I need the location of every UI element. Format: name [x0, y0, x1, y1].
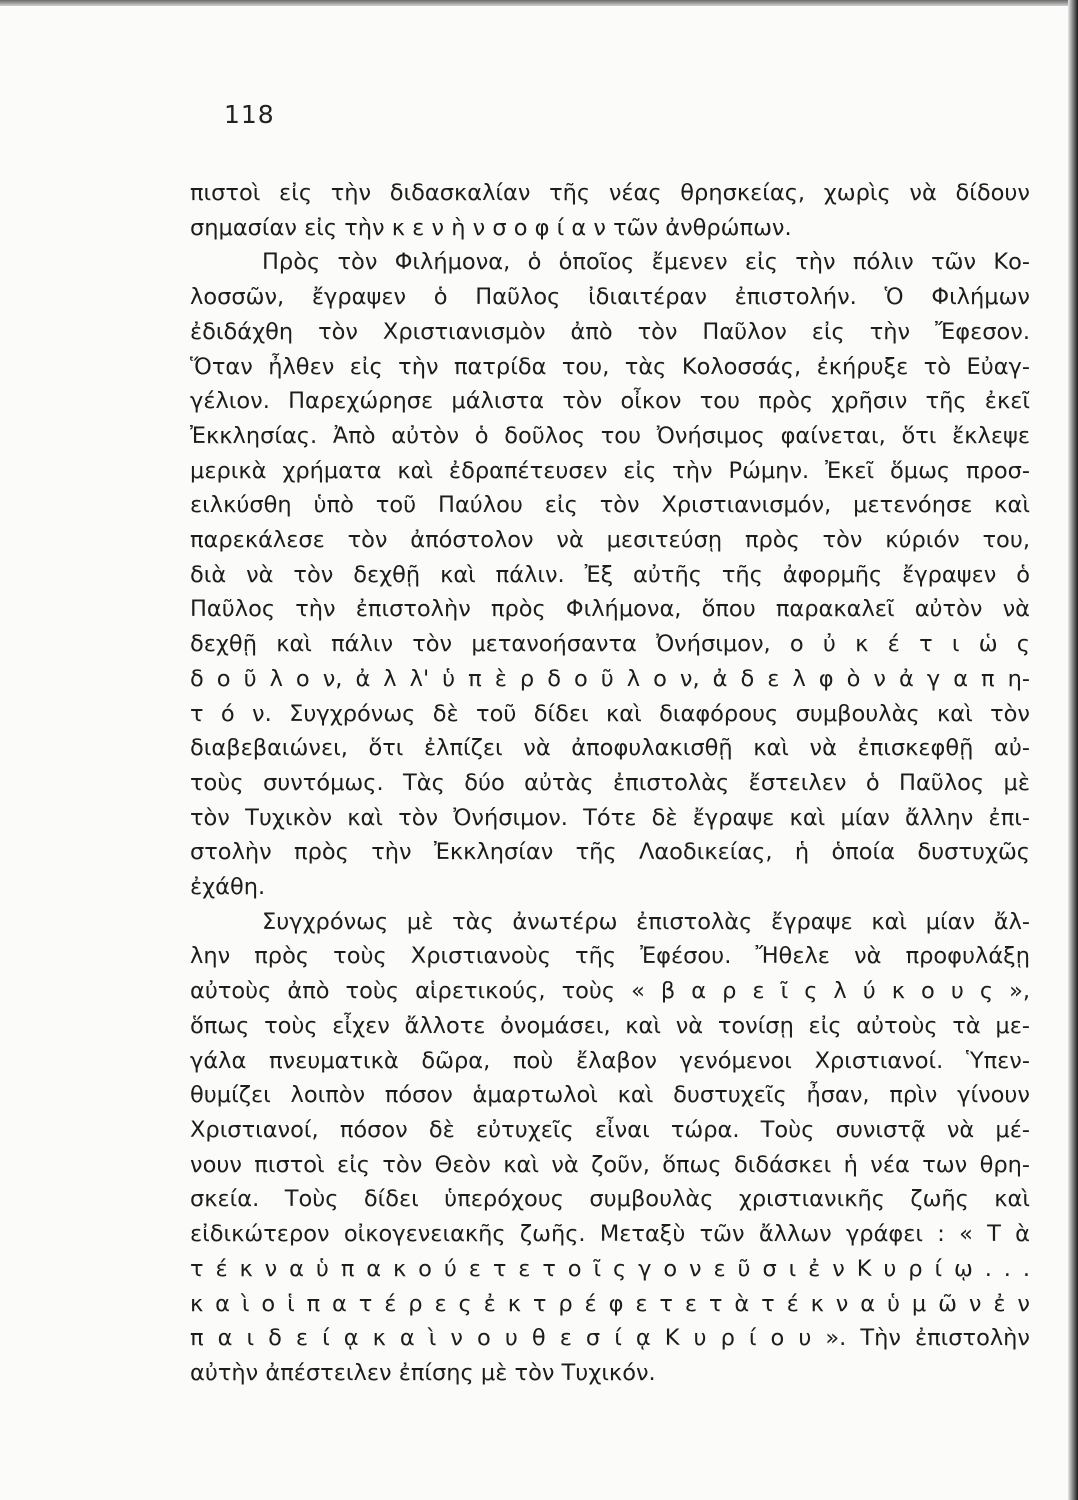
text-line: στολὴν πρὸς τὴν Ἐκκλησίαν τῆς Λαοδικείας, ἡ ὁποία δυστυχῶς: [190, 839, 1030, 866]
paragraph: [190, 905, 1030, 1391]
text-line: νουν πιστοὶ εἰς τὸν Θεὸν καὶ νὰ ζοῦν, ὅπως διδάσκει ἡ νέα των θρη-: [190, 1151, 1030, 1178]
text-line: Χριστιανοί, πόσον δὲ εὐτυχεῖς εἶναι τώρα. Τοὺς συνιστᾷ νὰ μέ-: [190, 1116, 1030, 1143]
text-line: Πρὸς τὸν Φιλήμονα, ὁ ὁποῖος ἔμενεν εἰς τὴν πόλιν τῶν Κο-: [262, 249, 1030, 276]
text-line: Ἐκκλησίας. Ἀπὸ αὐτὸν ὁ δοῦλος του Ὀνήσιμος φαίνεται, ὅτι ἔκλεψε: [190, 422, 1030, 449]
paragraph: [190, 245, 1030, 904]
text-line: σημασίαν εἰς τὴν κ ε ν ὴ ν σ ο φ ί α ν τῶν ἀνθρώπων.: [190, 214, 792, 241]
text-line: ὅπως τοὺς εἶχεν ἄλλοτε ὀνομάσει, καὶ νὰ τονίσῃ εἰς αὐτοὺς τὰ με-: [190, 1012, 1030, 1039]
text-line: παρεκάλεσε τὸν ἀπόστολον νὰ μεσιτεύσῃ πρὸς τὸν κύριόν του,: [190, 527, 1030, 554]
text-line: μερικὰ χρήματα καὶ ἐδραπέτευσεν εἰς τὴν Ρώμην. Ἐκεῖ ὅμως προσ-: [190, 457, 1030, 484]
text-line: τ έ κ ν α ὑ π α κ ο ύ ε τ ε τ ο ῖ ς γ ο ν ε ῦ σ ι ἐ ν Κ υ ρ ί ῳ . . .: [190, 1255, 1030, 1282]
text-line: αὐτοὺς ἀπὸ τοὺς αἱρετικούς, τοὺς « β α ρ ε ῖ ς λ ύ κ ο υ ς »,: [190, 978, 1030, 1005]
text-line: δεχθῇ καὶ πάλιν τὸν μετανοήσαντα Ὀνήσιμον, ο ὐ κ έ τ ι ὡ ς: [190, 631, 1030, 658]
text-line: τὸν Τυχικὸν καὶ τὸν Ὀνήσιμον. Τότε δὲ ἔγραψε καὶ μίαν ἄλλην ἐπι-: [190, 804, 1030, 831]
page-binding-shadow: [1068, 0, 1078, 1500]
text-line: ἐδιδάχθη τὸν Χριστιανισμὸν ἀπὸ τὸν Παῦλον εἰς τὴν Ἔφεσον.: [190, 318, 1030, 345]
text-line: τοὺς συντόμως. Τὰς δύο αὐτὰς ἐπιστολὰς ἔστειλεν ὁ Παῦλος μὲ: [190, 769, 1030, 796]
text-line: γάλα πνευματικὰ δῶρα, ποὺ ἔλαβον γενόμενοι Χριστιανοί. Ὑπεν-: [190, 1047, 1030, 1074]
text-line: λην πρὸς τοὺς Χριστιανοὺς τῆς Ἐφέσου. Ἤθελε νὰ προφυλάξῃ: [190, 943, 1030, 970]
text-line: δ ο ῦ λ ο ν, ἀ λ λ' ὑ π ὲ ρ δ ο ῦ λ ο ν, ἀ δ ε λ φ ὸ ν ἀ γ α π η-: [190, 665, 1030, 692]
text-line: διὰ νὰ τὸν δεχθῇ καὶ πάλιν. Ἐξ αὐτῆς τῆς ἀφορμῆς ἔγραψεν ὁ: [190, 561, 1030, 588]
text-line: ἐχάθη.: [190, 874, 266, 901]
text-line: ειλκύσθη ὑπὸ τοῦ Παύλου εἰς τὸν Χριστιανισμόν, μετενόησε καὶ: [190, 492, 1030, 519]
text-line: διαβεβαιώνει, ὅτι ἐλπίζει νὰ ἀποφυλακισθῇ καὶ νὰ ἐπισκεφθῇ αὐ-: [190, 735, 1030, 762]
page-top-shadow: [0, 0, 1078, 6]
body-text: [190, 176, 1030, 1391]
text-line: σκεία. Τοὺς δίδει ὑπερόχους συμβουλὰς χριστιανικῆς ζωῆς καὶ: [190, 1186, 1030, 1213]
page-number: 118: [224, 100, 275, 129]
paragraph: [190, 176, 1030, 245]
text-line: λοσσῶν, ἔγραψεν ὁ Παῦλος ἰδιαιτέραν ἐπιστολήν. Ὁ Φιλήμων: [190, 284, 1030, 311]
text-line: Παῦλος τὴν ἐπιστολὴν πρὸς Φιλήμονα, ὅπου παρακαλεῖ αὐτὸν νὰ: [190, 596, 1030, 623]
text-line: Συγχρόνως μὲ τὰς ἀνωτέρω ἐπιστολὰς ἔγραψε καὶ μίαν ἄλ-: [262, 908, 1030, 935]
text-line: θυμίζει λοιπὸν πόσον ἁμαρτωλοὶ καὶ δυστυχεῖς ἦσαν, πρὶν γίνουν: [190, 1082, 1030, 1109]
text-line: τ ό ν. Συγχρόνως δὲ τοῦ δίδει καὶ διαφόρους συμβουλὰς καὶ τὸν: [190, 700, 1030, 727]
text-line: εἰδικώτερον οἰκογενειακῆς ζωῆς. Μεταξὺ τῶν ἄλλων γράφει : « Τ ὰ: [190, 1221, 1030, 1248]
text-line: π α ι δ ε ί ᾳ κ α ὶ ν ο υ θ ε σ ί ᾳ Κ υ ρ ί ο υ ». Τὴν ἐπιστολὴν: [190, 1325, 1030, 1352]
text-line: αὐτὴν ἀπέστειλεν ἐπίσης μὲ τὸν Τυχικόν.: [190, 1359, 656, 1386]
text-line: γέλιον. Παρεχώρησε μάλιστα τὸν οἶκον του πρὸς χρῆσιν τῆς ἐκεῖ: [190, 388, 1030, 415]
text-line: κ α ὶ ο ἱ π α τ έ ρ ε ς ἐ κ τ ρ έ φ ε τ ε τ ὰ τ έ κ ν α ὑ μ ῶ ν ἐ ν: [190, 1290, 1030, 1317]
text-line: πιστοὶ εἰς τὴν διδασκαλίαν τῆς νέας θρησκείας, χωρὶς νὰ δίδουν: [190, 180, 1030, 206]
text-line: Ὅταν ἦλθεν εἰς τὴν πατρίδα του, τὰς Κολοσσάς, ἐκήρυξε τὸ Εὐαγ-: [190, 353, 1030, 380]
